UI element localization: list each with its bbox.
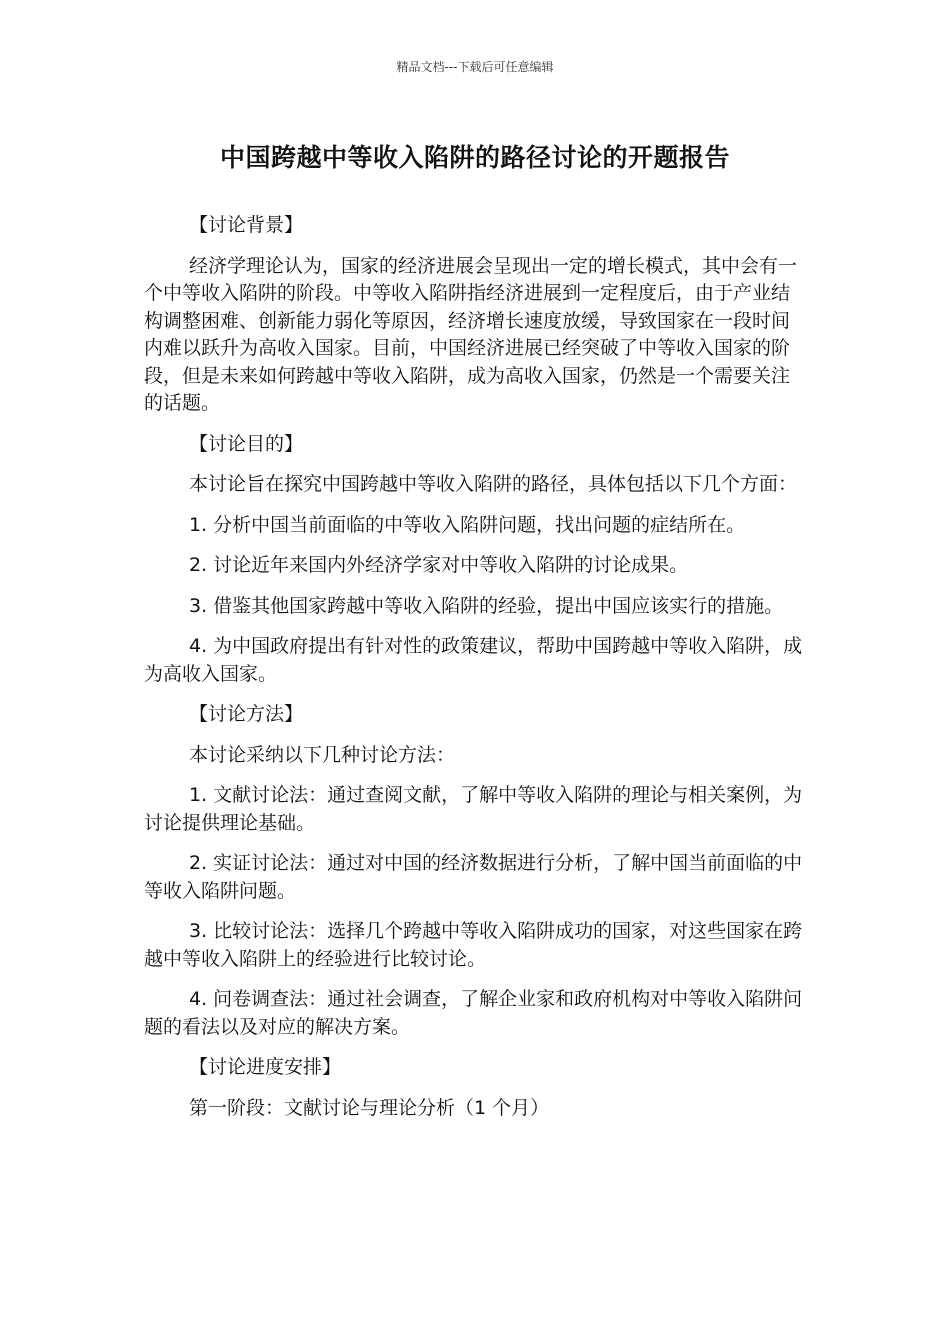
document-body (144, 212, 806, 1135)
list-item-method-2: 2. 实证讨论法：通过对中国的经济数据进行分析，了解中国当前面临的中等收入陷阱问题。 (144, 852, 803, 902)
section-heading-background: 【讨论背景】 (189, 214, 304, 236)
section-heading-schedule: 【讨论进度安排】 (189, 1056, 342, 1078)
list-item-method-4: 4. 问卷调查法：通过社会调查，了解企业家和政府机构对中等收入陷阱问题的看法以及对应的解决方案。 (144, 988, 803, 1038)
list-item-purpose-2: 2. 讨论近年来国内外经济学家对中等收入陷阱的讨论成果。 (189, 554, 689, 576)
document-title: 中国跨越中等收入陷阱的路径讨论的开题报告 (219, 143, 730, 172)
paragraph-purpose-intro: 本讨论旨在探究中国跨越中等收入陷阱的路径，具体包括以下几个方面： (189, 473, 798, 495)
header-note: 精品文档---下载后可任意编辑 (396, 60, 554, 74)
paragraph-method-intro: 本讨论采纳以下几种讨论方法： (189, 743, 456, 766)
list-item-purpose-4: 4. 为中国政府提出有针对性的政策建议，帮助中国跨越中等收入陷阱，成为高收入国家。 (144, 635, 803, 685)
section-heading-purpose: 【讨论目的】 (189, 432, 304, 455)
paragraph-background: 经济学理论认为，国家的经济进展会呈现出一定的增长模式，其中会有一个中等收入陷阱的阶段。中等收入陷阱指经济进展到一定程度后，由于产业结构调整困难、创新能力弱化等原因，经济增长速度放缓，导致国家在一段时间内难以跃升为高收入国家。目前，中国经济进展已经突破了中等收入国家的阶段，但是未来如何跨越中等收入陷阱，成为高收入国家，仍然是一个需要关注的话题。 (144, 254, 798, 414)
list-item-purpose-3: 3. 借鉴其他国家跨越中等收入陷阱的经验，提出中国应该实行的措施。 (189, 594, 784, 617)
list-item-purpose-1: 1. 分析中国当前面临的中等收入陷阱问题，找出问题的症结所在。 (189, 513, 746, 536)
list-item-method-3: 3. 比较讨论法：选择几个跨越中等收入陷阱成功的国家，对这些国家在跨越中等收入陷阱上的经验进行比较讨论。 (144, 920, 803, 970)
section-heading-method: 【讨论方法】 (189, 703, 304, 725)
list-item-method-1: 1. 文献讨论法：通过查阅文献，了解中等收入陷阱的理论与相关案例，为讨论提供理论基础。 (144, 784, 803, 834)
schedule-phase-1: 第一阶段：文献讨论与理论分析（1 个月） (189, 1096, 550, 1119)
